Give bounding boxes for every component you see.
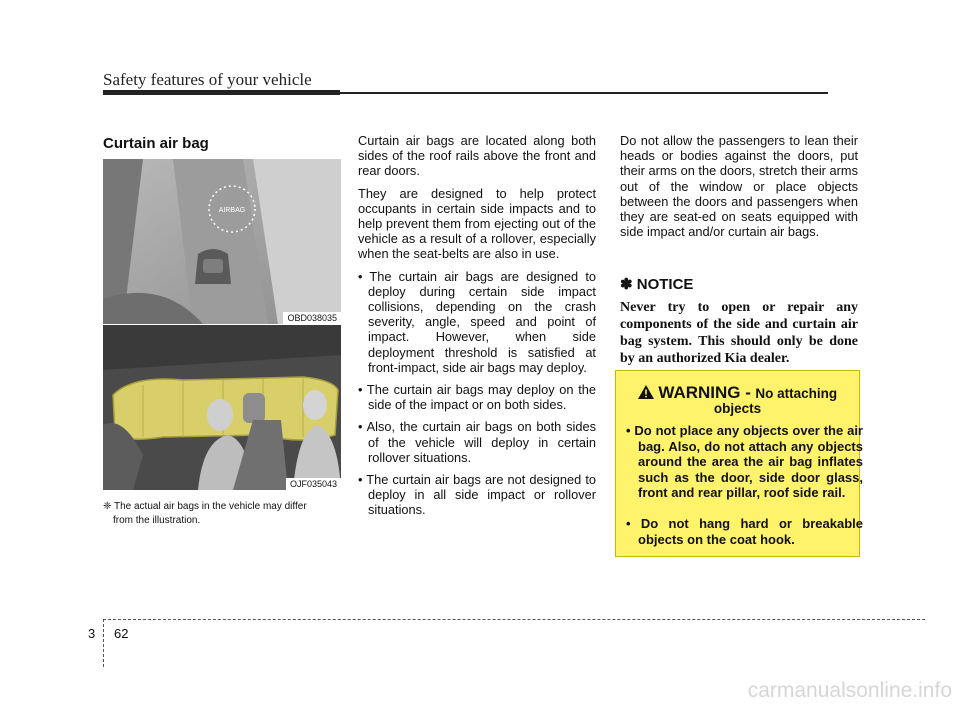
footer-rule (103, 619, 925, 620)
header-rule (103, 92, 828, 94)
bullet-item: • The curtain air bags are designed to deploy during certain side impact collisions, depending on the crash severity, angle, speed and point of impact. However, when side deployment threshold is satisfied at front-impact, side air bags may deploy. (358, 268, 596, 375)
warning-title: WARNING - (658, 383, 751, 402)
caption-line-2: from the illustration. (113, 515, 201, 526)
paragraph-location: Curtain air bags are located along both sides of the roof rails above the front and rear doors. (358, 133, 596, 179)
column-middle (358, 133, 596, 525)
bullet-item: • The curtain air bags are not designed to deploy in all side impact or rollover situations. (358, 472, 596, 518)
curtain-airbag-illustration-svg (103, 325, 341, 490)
warning-header (616, 383, 859, 403)
bullet-item: • The curtain air bags may deploy on the side of the impact or on both sides. (358, 382, 596, 413)
illustration-caption (103, 500, 343, 528)
warning-box (615, 370, 863, 557)
occupant-head-front (207, 399, 233, 431)
pillar-illustration-svg (103, 159, 341, 324)
illustration-curtain-airbag (103, 325, 341, 490)
warning-subtitle-line-1: No attaching (755, 386, 838, 401)
image-code-bottom: OJF035043 (286, 478, 341, 490)
warning-item: • Do not hang hard or breakable objects on the coat hook. (626, 516, 863, 547)
watermark: carmanualsonline.info (747, 679, 952, 702)
warning-subtitle-line-2: objects (713, 401, 762, 416)
image-code-top: OBD038035 (283, 312, 341, 324)
page-number: 62 (114, 626, 129, 641)
caption-line-1: ❈ The actual air bags in the vehicle may differ (103, 501, 307, 512)
chapter-number: 3 (88, 626, 96, 641)
warning-triangle-icon (638, 385, 654, 399)
paragraph-purpose: They are designed to help protect occupants in certain side impacts and to help prevent them from ejecting out of the vehicle as a result of a rollover, especially when the seat-belts are also in use. (358, 185, 596, 262)
column-right (620, 133, 858, 246)
headrest (243, 393, 265, 423)
bullet-item: • Also, the curtain air bags on both sides of the vehicle will deploy in certain rollover situations. (358, 419, 596, 465)
airbag-emblem-text: AIRBAG (218, 207, 246, 214)
notice-heading: ✽ NOTICE (620, 276, 694, 293)
paragraph-passenger-warning: Do not allow the passengers to lean their heads or bodies against the doors, put their arms on the doors, stretch their arms out of the window or place objects between the doors and passengers when they are seat-ed on seats equipped with side impact and/or curtain air bags. (620, 133, 858, 240)
footer-vertical-rule (103, 619, 104, 667)
section-heading: Curtain air bag (103, 135, 209, 152)
warning-item: • Do not place any objects over the air bag. Also, do not attach any objects around the area the air bag inflates such as the door, side door glass, front and rear pillar, roof side rail. (626, 423, 863, 500)
page-header-title: Safety features of your vehicle (103, 70, 312, 89)
notice-text: Never try to open or repair any components of the side and curtain air bag system. This should only be done by an authorized Kia dealer. (620, 300, 858, 366)
illustration-pillar-airbag (103, 159, 341, 324)
occupant-head-rear (303, 390, 327, 420)
